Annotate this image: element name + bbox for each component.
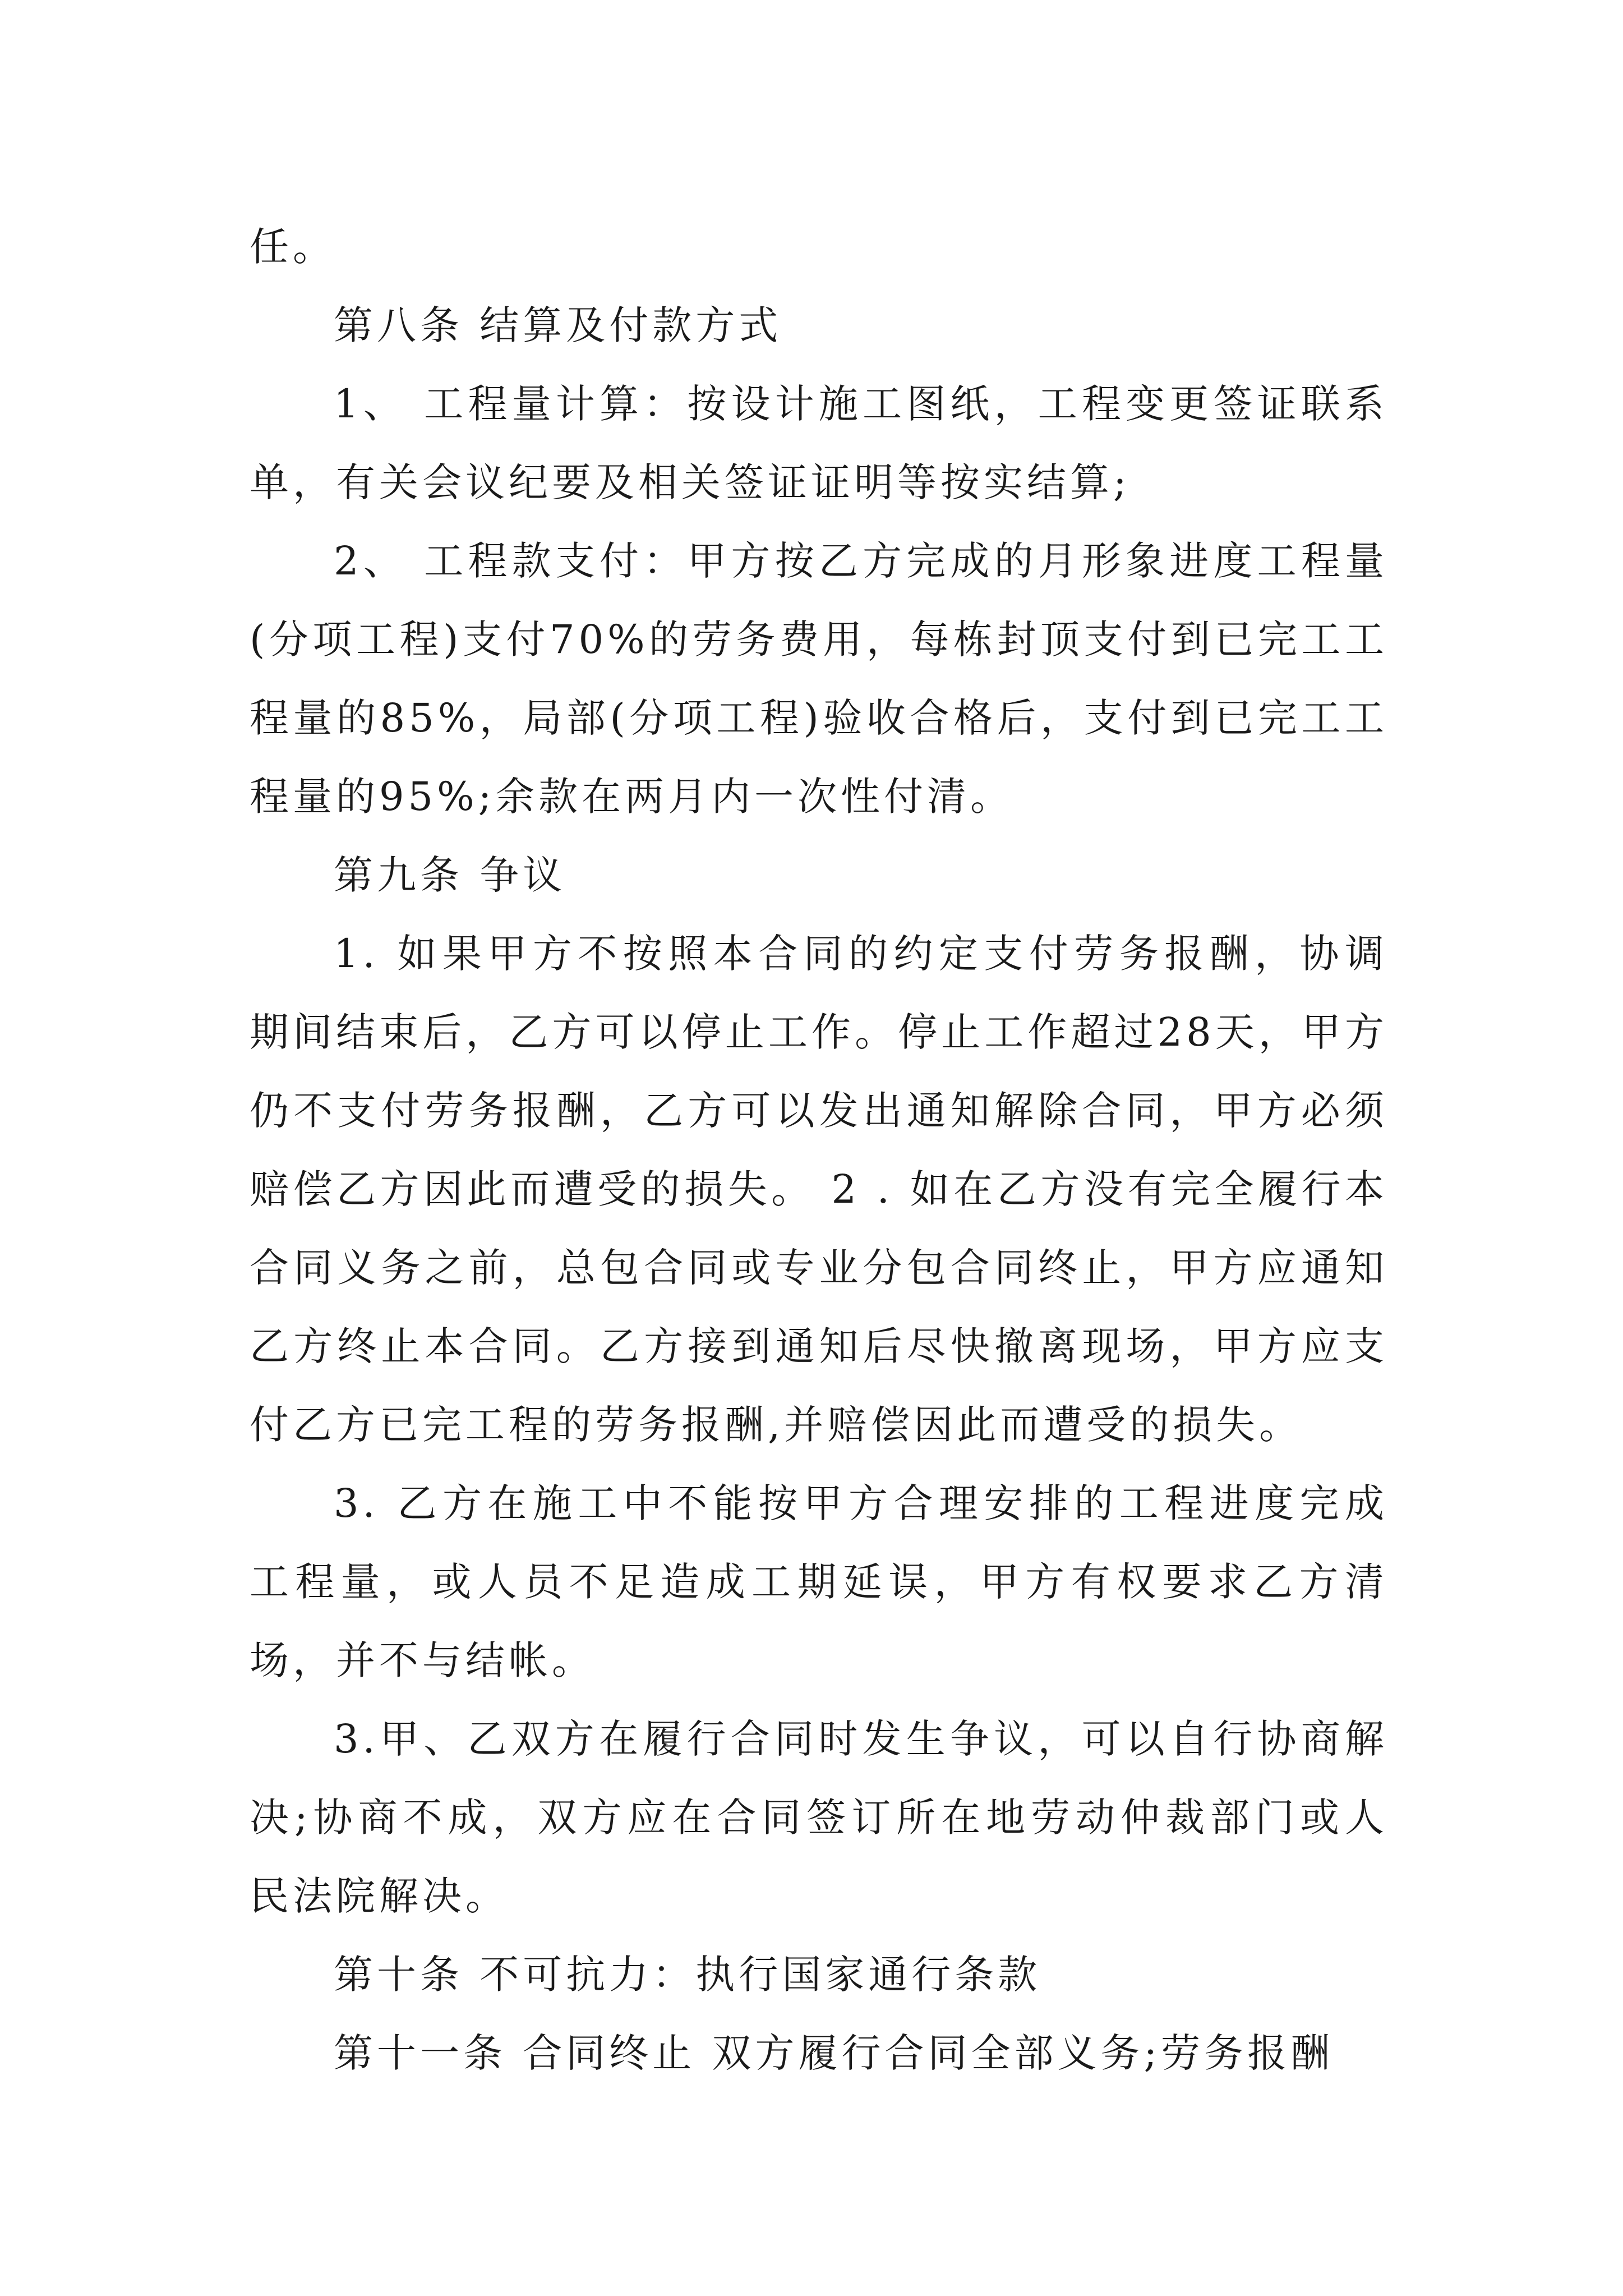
article-8-clause-1: 1、 工程量计算：按设计施工图纸，工程变更签证联系单，有关会议纪要及相关签证证明等按实结算;: [250, 381, 1388, 505]
article-8-heading: 第八条 结算及付款方式: [334, 302, 782, 348]
document-body: [250, 208, 1388, 2092]
article-9-clause-3b: 3.甲、乙双方在履行合同时发生争议，可以自行协商解决;协商不成，双方应在合同签订所在地劳动仲裁部门或人民法院解决。: [250, 1716, 1388, 1919]
article-9-clause-1-2: 1. 如果甲方不按照本合同的约定支付劳务报酬，协调期间结束后，乙方可以停止工作。停止工作超过28天，甲方仍不支付劳务报酬，乙方可以发出通知解除合同，甲方必须赔偿乙方因此而遭受的损失。 2 . 如在乙方没有完全履行本合同义务之前，总包合同或专业分包合同终止，甲方应通知乙方终止本合同。乙方接到通知后尽快撤离现场，甲方应支付乙方已完工程的劳务报酬,并赔偿因此而遭受的损失。: [250, 931, 1388, 1448]
article-9-heading: 第九条 争议: [334, 852, 566, 898]
article-10-heading: 第十条 不可抗力：执行国家通行条款: [334, 1952, 1041, 1998]
article-8-clause-2: 2、 工程款支付：甲方按乙方完成的月形象进度工程量(分项工程)支付70%的劳务费用，每栋封顶支付到已完工工程量的85%，局部(分项工程)验收合格后，支付到已完工工程量的95%;余款在两月内一次性付清。: [250, 538, 1388, 820]
article-11-heading: 第十一条 合同终止 双方履行合同全部义务;劳务报酬: [334, 2030, 1334, 2076]
article-9-clause-3a: 3. 乙方在施工中不能按甲方合理安排的工程进度完成工程量，或人员不足造成工期延误，甲方有权要求乙方清场，并不与结帐。: [250, 1480, 1388, 1683]
paragraph-continuation: 任。: [250, 224, 336, 270]
